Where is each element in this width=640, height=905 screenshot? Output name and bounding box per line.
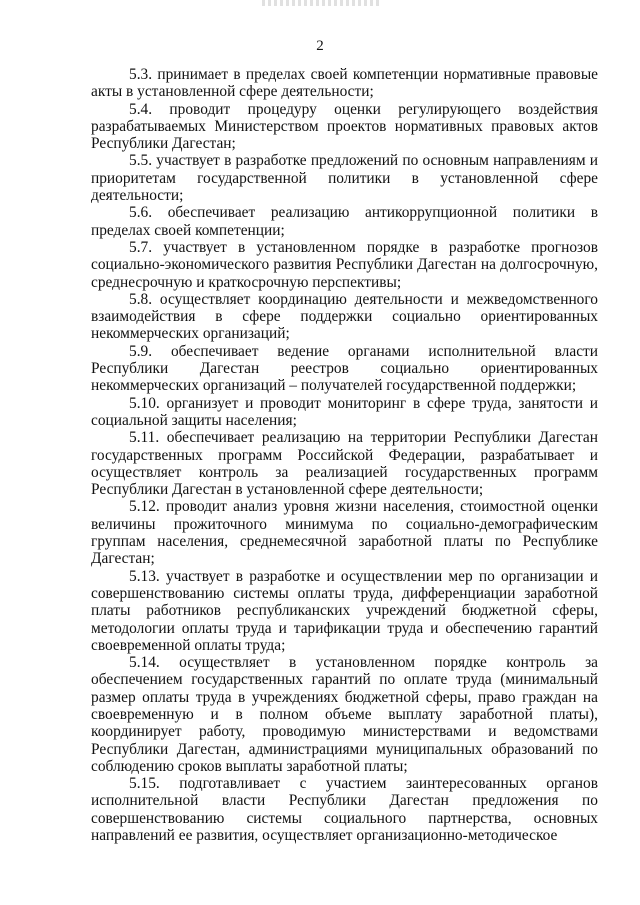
paragraph-5-15: 5.15. подготавливает с участием заинтересованных органов исполнительной власти Республики Дагестан предложения по совершенствованию системы социального партнерства, основных направлений ее развития, осуществляет организационно-методическое [91, 775, 598, 845]
paragraph-5-13: 5.13. участвует в разработке и осуществлении мер по организации и совершенствованию системы оплаты труда, дифференциации заработной платы работников республиканских учреждений бюджетной сферы, методологии оплаты труда и тарификации труда и обеспечению гарантий своевременной оплаты труда; [91, 567, 598, 654]
paragraph-5-9: 5.9. обеспечивает ведение органами исполнительной власти Республики Дагестан реестров социально ориентированных некоммерческих организаций – получателей государственной поддержки; [91, 342, 598, 395]
paragraph-5-7: 5.7. участвует в установленном порядке в разработке прогнозов социально-экономического развития Республики Дагестан на долгосрочную, среднесрочную и краткосрочную перспективы; [91, 238, 598, 291]
paragraph-5-4: 5.4. проводит процедуру оценки регулирующего воздействия разрабатываемых Министерством проектов нормативных правовых актов Республики Дагестан; [91, 100, 598, 153]
scan-artifact [262, 0, 382, 6]
paragraph-5-6: 5.6. обеспечивает реализацию антикоррупционной политики в пределах своей компетенции; [91, 204, 598, 239]
paragraph-5-12: 5.12. проводит анализ уровня жизни населения, стоимостной оценки величины прожиточного минимума по социально-демографическим группам населения, среднемесячной заработной платы по Республике Дагестан; [91, 498, 598, 568]
document-body [91, 66, 598, 844]
paragraph-5-8: 5.8. осуществляет координацию деятельности и межведомственного взаимодействия в сфере поддержки социально ориентированных некоммерческих организаций; [91, 290, 598, 343]
paragraph-5-14: 5.14. осуществляет в установленном порядке контроль за обеспечением государственных гарантий по оплате труда (минимальный размер оплаты труда в учреждениях бюджетной сферы, право граждан на своевременную и в полном объеме выплату заработной платы), координирует работу, проводимую министерствами и ведомствами Республики Дагестан, администрациями муниципальных образований по соблюдению сроков выплаты заработной платы; [91, 654, 598, 775]
paragraph-5-10: 5.10. организует и проводит мониторинг в сфере труда, занятости и социальной защиты населения; [91, 394, 598, 429]
paragraph-5-5: 5.5. участвует в разработке предложений по основным направлениям и приоритетам государственной политики в установленной сфере деятельности; [91, 152, 598, 205]
page-number: 2 [316, 38, 324, 54]
paragraph-5-11: 5.11. обеспечивает реализацию на территории Республики Дагестан государственных программ Российской Федерации, разрабатывает и осуществляет контроль за реализацией государственных программ Республики Дагестан в установленной сфере деятельности; [91, 429, 598, 499]
paragraph-5-3: 5.3. принимает в пределах своей компетенции нормативные правовые акты в установленной сфере деятельности; [91, 66, 598, 101]
